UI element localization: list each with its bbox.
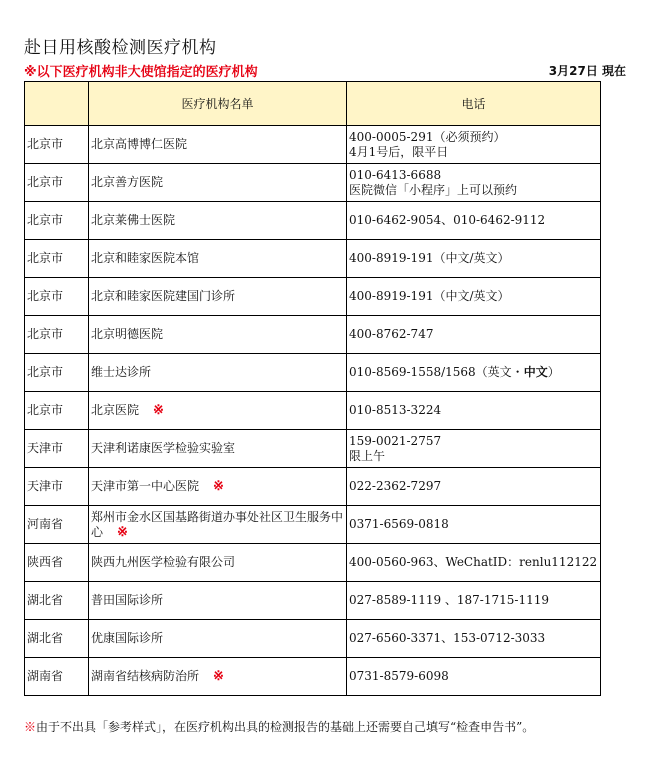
phone-cell [347, 620, 601, 658]
region-cell: 北京市 [25, 164, 89, 202]
phone-cell [347, 316, 601, 354]
table-row [25, 126, 601, 164]
phone-cell [347, 506, 601, 544]
phone-cell [347, 202, 601, 240]
reference-mark-icon: ※ [213, 479, 224, 494]
phone-cell [347, 468, 601, 506]
table-row [25, 202, 601, 240]
phone-cell [347, 164, 601, 202]
clinic-name-cell [89, 278, 347, 316]
page-title: 赴日用核酸检测医疗机构 [24, 38, 217, 58]
phone-line: 027-6560-3371、153-0712-3033 [349, 631, 546, 645]
region-cell: 湖南省 [25, 658, 89, 696]
phone-cell [347, 544, 601, 582]
phone-line: 159-0021-2757 [349, 433, 442, 448]
phone-cell [347, 658, 601, 696]
region-cell: 北京市 [25, 126, 89, 164]
clinic-name-cell [89, 164, 347, 202]
clinic-name: 天津利诺康医学检验实验室 [91, 441, 236, 455]
clinic-name: 北京善方医院 [91, 175, 164, 189]
table-row [25, 468, 601, 506]
phone-line: 400-8919-191（中文/英文） [349, 289, 510, 303]
clinic-name: 郑州市金水区国基路街道办事处社区卫生服务中心 [91, 509, 344, 539]
phone-line: 0371-6569-0818 [349, 517, 449, 531]
clinic-name-cell [89, 582, 347, 620]
table-row [25, 544, 601, 582]
phone-line: 010-8513-3224 [349, 403, 442, 417]
table-row [25, 316, 601, 354]
header-region [25, 82, 89, 126]
clinic-name-cell [89, 202, 347, 240]
table-row [25, 354, 601, 392]
table-row [25, 240, 601, 278]
region-cell: 北京市 [25, 240, 89, 278]
clinic-name: 普田国际诊所 [91, 593, 164, 607]
phone-line: 400-0560-963、WeChatID：renlu112122 [349, 555, 598, 569]
region-cell: 陕西省 [25, 544, 89, 582]
table-row [25, 278, 601, 316]
clinic-name-cell [89, 240, 347, 278]
clinic-name: 维士达诊所 [91, 365, 152, 379]
clinic-name: 北京高博博仁医院 [91, 137, 188, 151]
region-cell: 湖北省 [25, 620, 89, 658]
footnote [24, 718, 534, 735]
footnote-mark: ※ [24, 720, 37, 734]
table-row [25, 430, 601, 468]
phone-cell [347, 240, 601, 278]
phone-line: 010-6462-9054、010-6462-9112 [349, 213, 546, 227]
phone-line: 022-2362-7297 [349, 479, 442, 493]
phone-line: 限上午 [349, 448, 386, 463]
region-cell: 天津市 [25, 468, 89, 506]
region-cell: 河南省 [25, 506, 89, 544]
table-body [25, 126, 601, 696]
table-row [25, 506, 601, 544]
header-phone: 电话 [347, 82, 601, 126]
clinic-name: 北京和睦家医院建国门诊所 [91, 289, 236, 303]
clinic-name: 北京医院 [91, 403, 140, 417]
clinic-name-cell [89, 506, 347, 544]
footnote-text: 由于不出具「参考样式」，在医疗机构出具的检测报告的基础上还需要自己填写“检查申告书”。 [36, 720, 535, 734]
reference-mark-icon: ※ [153, 403, 164, 418]
clinic-table [24, 81, 601, 696]
clinic-name-cell [89, 354, 347, 392]
phone-cell [347, 126, 601, 164]
clinic-name: 北京和睦家医院本馆 [91, 251, 200, 265]
region-cell: 北京市 [25, 278, 89, 316]
phone-cell [347, 430, 601, 468]
table-row [25, 164, 601, 202]
clinic-name: 优康国际诊所 [91, 631, 164, 645]
clinic-name-cell [89, 392, 347, 430]
clinic-name-cell [89, 316, 347, 354]
reference-mark-icon: ※ [213, 669, 224, 684]
clinic-name: 北京莱佛士医院 [91, 213, 176, 227]
phone-line: 4月1号后，限平日 [349, 144, 449, 159]
phone-cell [347, 582, 601, 620]
table-row [25, 392, 601, 430]
clinic-name-cell [89, 126, 347, 164]
phone-line: 027-8589-1119 、187-1715-1119 [349, 593, 549, 607]
phone-cell [347, 354, 601, 392]
clinic-name: 陕西九州医学检验有限公司 [91, 555, 236, 569]
region-cell: 湖北省 [25, 582, 89, 620]
clinic-name-cell [89, 430, 347, 468]
phone-line: 医院微信「小程序」上可以预约 [349, 182, 518, 197]
region-cell: 北京市 [25, 354, 89, 392]
table-header-row [25, 82, 601, 126]
notice-text: ※以下医疗机构非大使馆指定的医疗机构 [24, 65, 258, 80]
table-row [25, 658, 601, 696]
clinic-name-cell [89, 468, 347, 506]
phone-line: 010-8569-1558/1568（英文・中文） [349, 365, 560, 379]
clinic-name-cell [89, 544, 347, 582]
date-label: 3月27日 現在 [548, 64, 626, 78]
region-cell: 天津市 [25, 430, 89, 468]
phone-line: 0731-8579-6098 [349, 669, 449, 683]
reference-mark-icon: ※ [117, 524, 128, 540]
region-cell: 北京市 [25, 392, 89, 430]
phone-cell [347, 392, 601, 430]
clinic-name: 天津市第一中心医院 [91, 479, 200, 493]
phone-line: 010-6413-6688 [349, 167, 442, 182]
clinic-name: 北京明德医院 [91, 327, 164, 341]
clinic-name-cell [89, 620, 347, 658]
phone-line: 400-8919-191（中文/英文） [349, 251, 510, 265]
clinic-name-cell [89, 658, 347, 696]
table-row [25, 620, 601, 658]
header-name: 医疗机构名单 [89, 82, 347, 126]
phone-line: 400-0005-291（必须预约） [349, 129, 506, 144]
phone-line: 400-8762-747 [349, 327, 434, 341]
region-cell: 北京市 [25, 316, 89, 354]
table-row [25, 582, 601, 620]
phone-cell [347, 278, 601, 316]
clinic-name: 湖南省结核病防治所 [91, 669, 200, 683]
region-cell: 北京市 [25, 202, 89, 240]
